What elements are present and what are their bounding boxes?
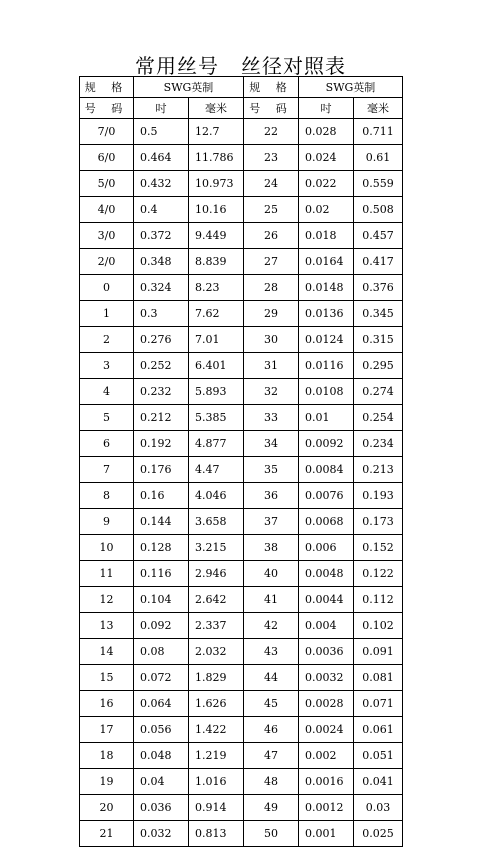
mm-left-cell: 1.016 [189,769,244,795]
header-swg-left: SWG英制 [134,77,244,98]
table-row [80,171,403,197]
gauge-left-cell: 8 [80,483,134,509]
mm-left-cell: 7.01 [189,327,244,353]
inch-right-cell: 0.0044 [299,587,354,613]
gauge-right-cell: 44 [244,665,299,691]
table-row [80,145,403,171]
gauge-left-cell: 5 [80,405,134,431]
mm-right-cell: 0.03 [354,795,403,821]
inch-right-cell: 0.028 [299,119,354,145]
inch-left-cell: 0.348 [134,249,189,275]
gauge-left-cell: 19 [80,769,134,795]
mm-left-cell: 11.786 [189,145,244,171]
table-row [80,275,403,301]
gauge-left-cell: 17 [80,717,134,743]
inch-right-cell: 0.0076 [299,483,354,509]
inch-left-cell: 0.176 [134,457,189,483]
inch-left-cell: 0.3 [134,301,189,327]
table-row [80,249,403,275]
inch-left-cell: 0.276 [134,327,189,353]
inch-left-cell: 0.5 [134,119,189,145]
mm-right-cell: 0.376 [354,275,403,301]
mm-left-cell: 5.893 [189,379,244,405]
mm-left-cell: 1.422 [189,717,244,743]
gauge-left-cell: 7/0 [80,119,134,145]
inch-right-cell: 0.0032 [299,665,354,691]
gauge-right-cell: 26 [244,223,299,249]
gauge-right-cell: 45 [244,691,299,717]
mm-right-cell: 0.213 [354,457,403,483]
table-row [80,795,403,821]
inch-right-cell: 0.01 [299,405,354,431]
gauge-left-cell: 20 [80,795,134,821]
mm-right-cell: 0.061 [354,717,403,743]
gauge-right-cell: 43 [244,639,299,665]
inch-right-cell: 0.004 [299,613,354,639]
header-swg-right: SWG英制 [299,77,403,98]
table-row [80,223,403,249]
inch-right-cell: 0.0084 [299,457,354,483]
mm-right-cell: 0.711 [354,119,403,145]
mm-right-cell: 0.315 [354,327,403,353]
inch-left-cell: 0.464 [134,145,189,171]
mm-right-cell: 0.112 [354,587,403,613]
mm-right-cell: 0.122 [354,561,403,587]
gauge-left-cell: 3/0 [80,223,134,249]
inch-left-cell: 0.056 [134,717,189,743]
gauge-right-cell: 31 [244,353,299,379]
mm-left-cell: 0.914 [189,795,244,821]
mm-left-cell: 6.401 [189,353,244,379]
header-row-2 [80,98,403,119]
inch-left-cell: 0.232 [134,379,189,405]
title-part-1: 常用丝号 [135,54,219,78]
mm-left-cell: 5.385 [189,405,244,431]
mm-left-cell: 4.47 [189,457,244,483]
mm-left-cell: 2.642 [189,587,244,613]
gauge-right-cell: 25 [244,197,299,223]
mm-right-cell: 0.193 [354,483,403,509]
inch-left-cell: 0.04 [134,769,189,795]
gauge-right-cell: 32 [244,379,299,405]
inch-left-cell: 0.116 [134,561,189,587]
mm-left-cell: 8.839 [189,249,244,275]
inch-left-cell: 0.144 [134,509,189,535]
inch-left-cell: 0.372 [134,223,189,249]
table-row [80,197,403,223]
table-row [80,483,403,509]
inch-right-cell: 0.0028 [299,691,354,717]
inch-right-cell: 0.006 [299,535,354,561]
inch-right-cell: 0.002 [299,743,354,769]
table-row [80,639,403,665]
mm-right-cell: 0.559 [354,171,403,197]
table-row [80,769,403,795]
inch-right-cell: 0.0016 [299,769,354,795]
inch-left-cell: 0.104 [134,587,189,613]
mm-right-cell: 0.254 [354,405,403,431]
gauge-left-cell: 3 [80,353,134,379]
gauge-left-cell: 9 [80,509,134,535]
inch-left-cell: 0.16 [134,483,189,509]
gauge-right-cell: 47 [244,743,299,769]
inch-left-cell: 0.212 [134,405,189,431]
header-gauge-bottom-left: 号 码 [80,98,134,119]
mm-right-cell: 0.417 [354,249,403,275]
mm-left-cell: 2.946 [189,561,244,587]
gauge-left-cell: 15 [80,665,134,691]
table-row [80,587,403,613]
gauge-right-cell: 28 [244,275,299,301]
gauge-right-cell: 24 [244,171,299,197]
mm-right-cell: 0.234 [354,431,403,457]
mm-left-cell: 7.62 [189,301,244,327]
table-row [80,821,403,847]
mm-right-cell: 0.295 [354,353,403,379]
gauge-right-cell: 35 [244,457,299,483]
inch-right-cell: 0.0124 [299,327,354,353]
inch-right-cell: 0.024 [299,145,354,171]
header-gauge-top-right: 规 格 [244,77,299,98]
table-row [80,535,403,561]
header-inch-right: 吋 [299,98,354,119]
inch-right-cell: 0.02 [299,197,354,223]
mm-left-cell: 4.046 [189,483,244,509]
inch-left-cell: 0.032 [134,821,189,847]
gauge-left-cell: 18 [80,743,134,769]
inch-left-cell: 0.064 [134,691,189,717]
gauge-right-cell: 50 [244,821,299,847]
mm-left-cell: 0.813 [189,821,244,847]
gauge-right-cell: 41 [244,587,299,613]
header-gauge-bottom-right: 号 码 [244,98,299,119]
table-row [80,353,403,379]
mm-left-cell: 3.658 [189,509,244,535]
inch-left-cell: 0.08 [134,639,189,665]
table-row [80,379,403,405]
inch-right-cell: 0.0068 [299,509,354,535]
gauge-left-cell: 12 [80,587,134,613]
gauge-right-cell: 38 [244,535,299,561]
inch-right-cell: 0.0012 [299,795,354,821]
table-row [80,665,403,691]
mm-left-cell: 12.7 [189,119,244,145]
mm-right-cell: 0.051 [354,743,403,769]
gauge-left-cell: 7 [80,457,134,483]
gauge-right-cell: 22 [244,119,299,145]
mm-right-cell: 0.457 [354,223,403,249]
inch-left-cell: 0.324 [134,275,189,301]
gauge-right-cell: 23 [244,145,299,171]
header-mm-left: 毫米 [189,98,244,119]
gauge-left-cell: 0 [80,275,134,301]
gauge-left-cell: 6/0 [80,145,134,171]
gauge-left-cell: 4/0 [80,197,134,223]
gauge-left-cell: 13 [80,613,134,639]
wire-gauge-table [79,76,403,847]
mm-right-cell: 0.61 [354,145,403,171]
table-row [80,561,403,587]
mm-left-cell: 2.337 [189,613,244,639]
gauge-left-cell: 1 [80,301,134,327]
gauge-right-cell: 42 [244,613,299,639]
inch-right-cell: 0.0092 [299,431,354,457]
table-row [80,431,403,457]
gauge-left-cell: 5/0 [80,171,134,197]
gauge-right-cell: 40 [244,561,299,587]
table-row [80,717,403,743]
mm-right-cell: 0.071 [354,691,403,717]
gauge-right-cell: 46 [244,717,299,743]
mm-right-cell: 0.102 [354,613,403,639]
mm-left-cell: 10.16 [189,197,244,223]
mm-left-cell: 1.829 [189,665,244,691]
mm-left-cell: 1.219 [189,743,244,769]
mm-right-cell: 0.025 [354,821,403,847]
table-row [80,613,403,639]
mm-right-cell: 0.081 [354,665,403,691]
header-mm-right: 毫米 [354,98,403,119]
gauge-right-cell: 33 [244,405,299,431]
header-row-1 [80,77,403,98]
gauge-right-cell: 34 [244,431,299,457]
page-title [79,50,402,79]
inch-left-cell: 0.128 [134,535,189,561]
table-row [80,405,403,431]
header-gauge-top-left: 规 格 [80,77,134,98]
gauge-right-cell: 37 [244,509,299,535]
mm-left-cell: 8.23 [189,275,244,301]
gauge-right-cell: 29 [244,301,299,327]
inch-right-cell: 0.001 [299,821,354,847]
gauge-left-cell: 11 [80,561,134,587]
inch-right-cell: 0.0148 [299,275,354,301]
table-row [80,301,403,327]
mm-left-cell: 3.215 [189,535,244,561]
mm-left-cell: 10.973 [189,171,244,197]
gauge-left-cell: 14 [80,639,134,665]
table-row [80,691,403,717]
gauge-left-cell: 4 [80,379,134,405]
gauge-left-cell: 21 [80,821,134,847]
gauge-left-cell: 2/0 [80,249,134,275]
inch-right-cell: 0.0024 [299,717,354,743]
table-row [80,457,403,483]
table-row [80,119,403,145]
inch-left-cell: 0.432 [134,171,189,197]
inch-right-cell: 0.0048 [299,561,354,587]
inch-left-cell: 0.092 [134,613,189,639]
mm-right-cell: 0.091 [354,639,403,665]
inch-right-cell: 0.0164 [299,249,354,275]
mm-right-cell: 0.173 [354,509,403,535]
inch-left-cell: 0.4 [134,197,189,223]
mm-right-cell: 0.345 [354,301,403,327]
gauge-right-cell: 27 [244,249,299,275]
inch-left-cell: 0.048 [134,743,189,769]
header-inch-left: 吋 [134,98,189,119]
gauge-left-cell: 16 [80,691,134,717]
gauge-right-cell: 30 [244,327,299,353]
gauge-right-cell: 49 [244,795,299,821]
mm-left-cell: 1.626 [189,691,244,717]
inch-right-cell: 0.022 [299,171,354,197]
inch-left-cell: 0.036 [134,795,189,821]
gauge-right-cell: 36 [244,483,299,509]
mm-left-cell: 9.449 [189,223,244,249]
gauge-right-cell: 48 [244,769,299,795]
title-part-2: 丝径对照表 [241,54,346,78]
table-row [80,743,403,769]
mm-left-cell: 4.877 [189,431,244,457]
mm-right-cell: 0.041 [354,769,403,795]
mm-right-cell: 0.508 [354,197,403,223]
gauge-left-cell: 10 [80,535,134,561]
inch-right-cell: 0.018 [299,223,354,249]
mm-right-cell: 0.274 [354,379,403,405]
mm-left-cell: 2.032 [189,639,244,665]
gauge-left-cell: 2 [80,327,134,353]
inch-right-cell: 0.0108 [299,379,354,405]
inch-left-cell: 0.072 [134,665,189,691]
mm-right-cell: 0.152 [354,535,403,561]
inch-right-cell: 0.0036 [299,639,354,665]
table-row [80,327,403,353]
inch-right-cell: 0.0136 [299,301,354,327]
gauge-left-cell: 6 [80,431,134,457]
table-body [80,119,403,847]
inch-left-cell: 0.192 [134,431,189,457]
inch-right-cell: 0.0116 [299,353,354,379]
inch-left-cell: 0.252 [134,353,189,379]
table-row [80,509,403,535]
